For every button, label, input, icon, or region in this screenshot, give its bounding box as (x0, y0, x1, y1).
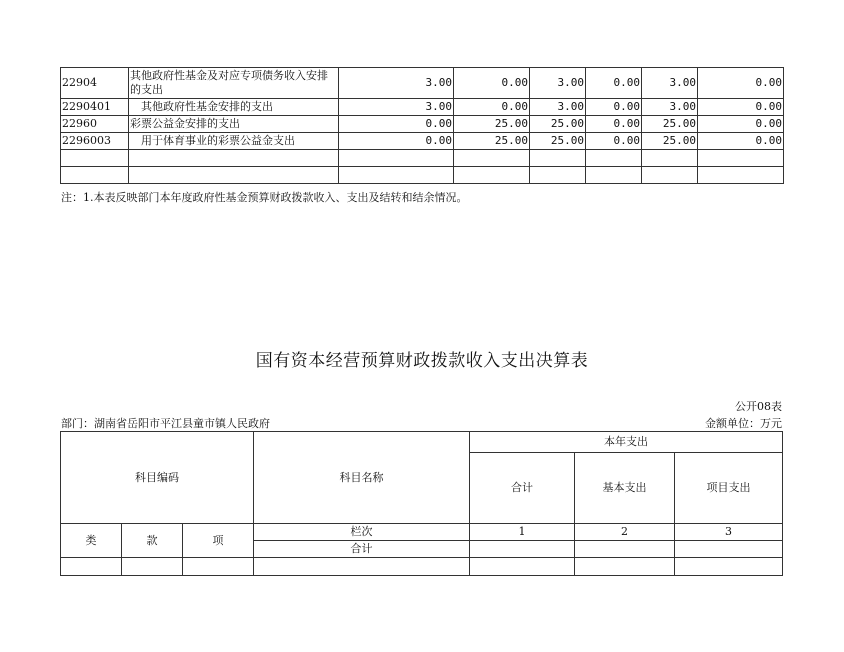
empty-cell (129, 150, 339, 167)
table-row (61, 68, 784, 99)
amount-cell: 0.00 (339, 133, 454, 150)
table-row (61, 116, 784, 133)
amount-cell: 3.00 (339, 68, 454, 99)
header-kuan: 款 (122, 524, 183, 558)
sum-row-label: 合计 (254, 541, 470, 558)
empty-cell (61, 167, 129, 184)
subject-name-cell: 彩票公益金安排的支出 (129, 116, 339, 133)
amount-cell: 3.00 (642, 99, 698, 116)
column-number-label: 栏次 (254, 524, 470, 541)
empty-cell (698, 167, 784, 184)
amount-cell: 3.00 (339, 99, 454, 116)
empty-row (61, 150, 784, 167)
subject-code-cell: 22960 (61, 116, 129, 133)
department-label: 部门：湖南省岳阳市平江县童市镇人民政府 (61, 417, 270, 430)
amount-cell: 0.00 (586, 68, 642, 99)
state-capital-budget-table (60, 431, 783, 576)
page-title: 国有资本经营预算财政拨款收入支出决算表 (255, 351, 589, 371)
header-total: 合计 (470, 453, 575, 524)
subject-name-cell: 用于体育事业的彩票公益金支出 (129, 133, 339, 150)
empty-cell (129, 167, 339, 184)
table-row (61, 133, 784, 150)
amount-cell: 3.00 (530, 99, 586, 116)
column-number-3: 3 (675, 524, 783, 541)
empty-cell (470, 558, 575, 576)
amount-cell: 0.00 (454, 68, 530, 99)
table-note: 注：1.本表反映部门本年度政府性基金预算财政拨款收入、支出及结转和结余情况。 (61, 191, 468, 204)
amount-cell: 25.00 (454, 116, 530, 133)
amount-cell: 0.00 (698, 68, 784, 99)
amount-cell: 0.00 (698, 116, 784, 133)
subject-code-cell: 22904 (61, 68, 129, 99)
amount-cell: 0.00 (586, 116, 642, 133)
subject-code-cell: 2290401 (61, 99, 129, 116)
form-number: 公开08表 (735, 400, 782, 413)
empty-cell (254, 558, 470, 576)
amount-cell: 3.00 (642, 68, 698, 99)
sum-project-cell (675, 541, 783, 558)
fund-budget-table (60, 67, 784, 184)
header-year-expense: 本年支出 (470, 432, 783, 453)
header-xiang: 项 (183, 524, 254, 558)
header-basic-expense: 基本支出 (575, 453, 675, 524)
amount-cell: 25.00 (530, 116, 586, 133)
subject-name-cell: 其他政府性基金安排的支出 (129, 99, 339, 116)
empty-cell (675, 558, 783, 576)
amount-cell: 25.00 (642, 133, 698, 150)
amount-unit-label: 金额单位：万元 (705, 417, 782, 430)
empty-cell (530, 167, 586, 184)
subject-name-cell: 其他政府性基金及对应专项债务收入安排的支出 (129, 68, 339, 99)
column-number-2: 2 (575, 524, 675, 541)
empty-cell (575, 558, 675, 576)
amount-cell: 0.00 (454, 99, 530, 116)
sum-basic-cell (575, 541, 675, 558)
empty-cell (122, 558, 183, 576)
empty-cell (454, 167, 530, 184)
empty-cell (642, 150, 698, 167)
empty-cell (61, 150, 129, 167)
amount-cell: 0.00 (586, 133, 642, 150)
header-subject-code: 科目编码 (61, 432, 254, 524)
empty-cell (586, 150, 642, 167)
empty-cell (642, 167, 698, 184)
amount-cell: 25.00 (642, 116, 698, 133)
amount-cell: 25.00 (454, 133, 530, 150)
amount-cell: 0.00 (698, 133, 784, 150)
subject-code-cell: 2296003 (61, 133, 129, 150)
column-number-1: 1 (470, 524, 575, 541)
fund-budget-table-body (61, 68, 784, 184)
header-subject-name: 科目名称 (254, 432, 470, 524)
table-row (61, 99, 784, 116)
empty-cell (698, 150, 784, 167)
header-lei: 类 (61, 524, 122, 558)
amount-cell: 3.00 (530, 68, 586, 99)
amount-cell: 0.00 (339, 116, 454, 133)
amount-cell: 0.00 (586, 99, 642, 116)
empty-row (61, 167, 784, 184)
empty-cell (530, 150, 586, 167)
empty-cell (339, 150, 454, 167)
amount-cell: 0.00 (698, 99, 784, 116)
empty-cell (586, 167, 642, 184)
empty-cell (61, 558, 122, 576)
empty-cell (454, 150, 530, 167)
empty-cell (183, 558, 254, 576)
header-project-expense: 项目支出 (675, 453, 783, 524)
empty-cell (339, 167, 454, 184)
amount-cell: 25.00 (530, 133, 586, 150)
sum-total-cell (470, 541, 575, 558)
